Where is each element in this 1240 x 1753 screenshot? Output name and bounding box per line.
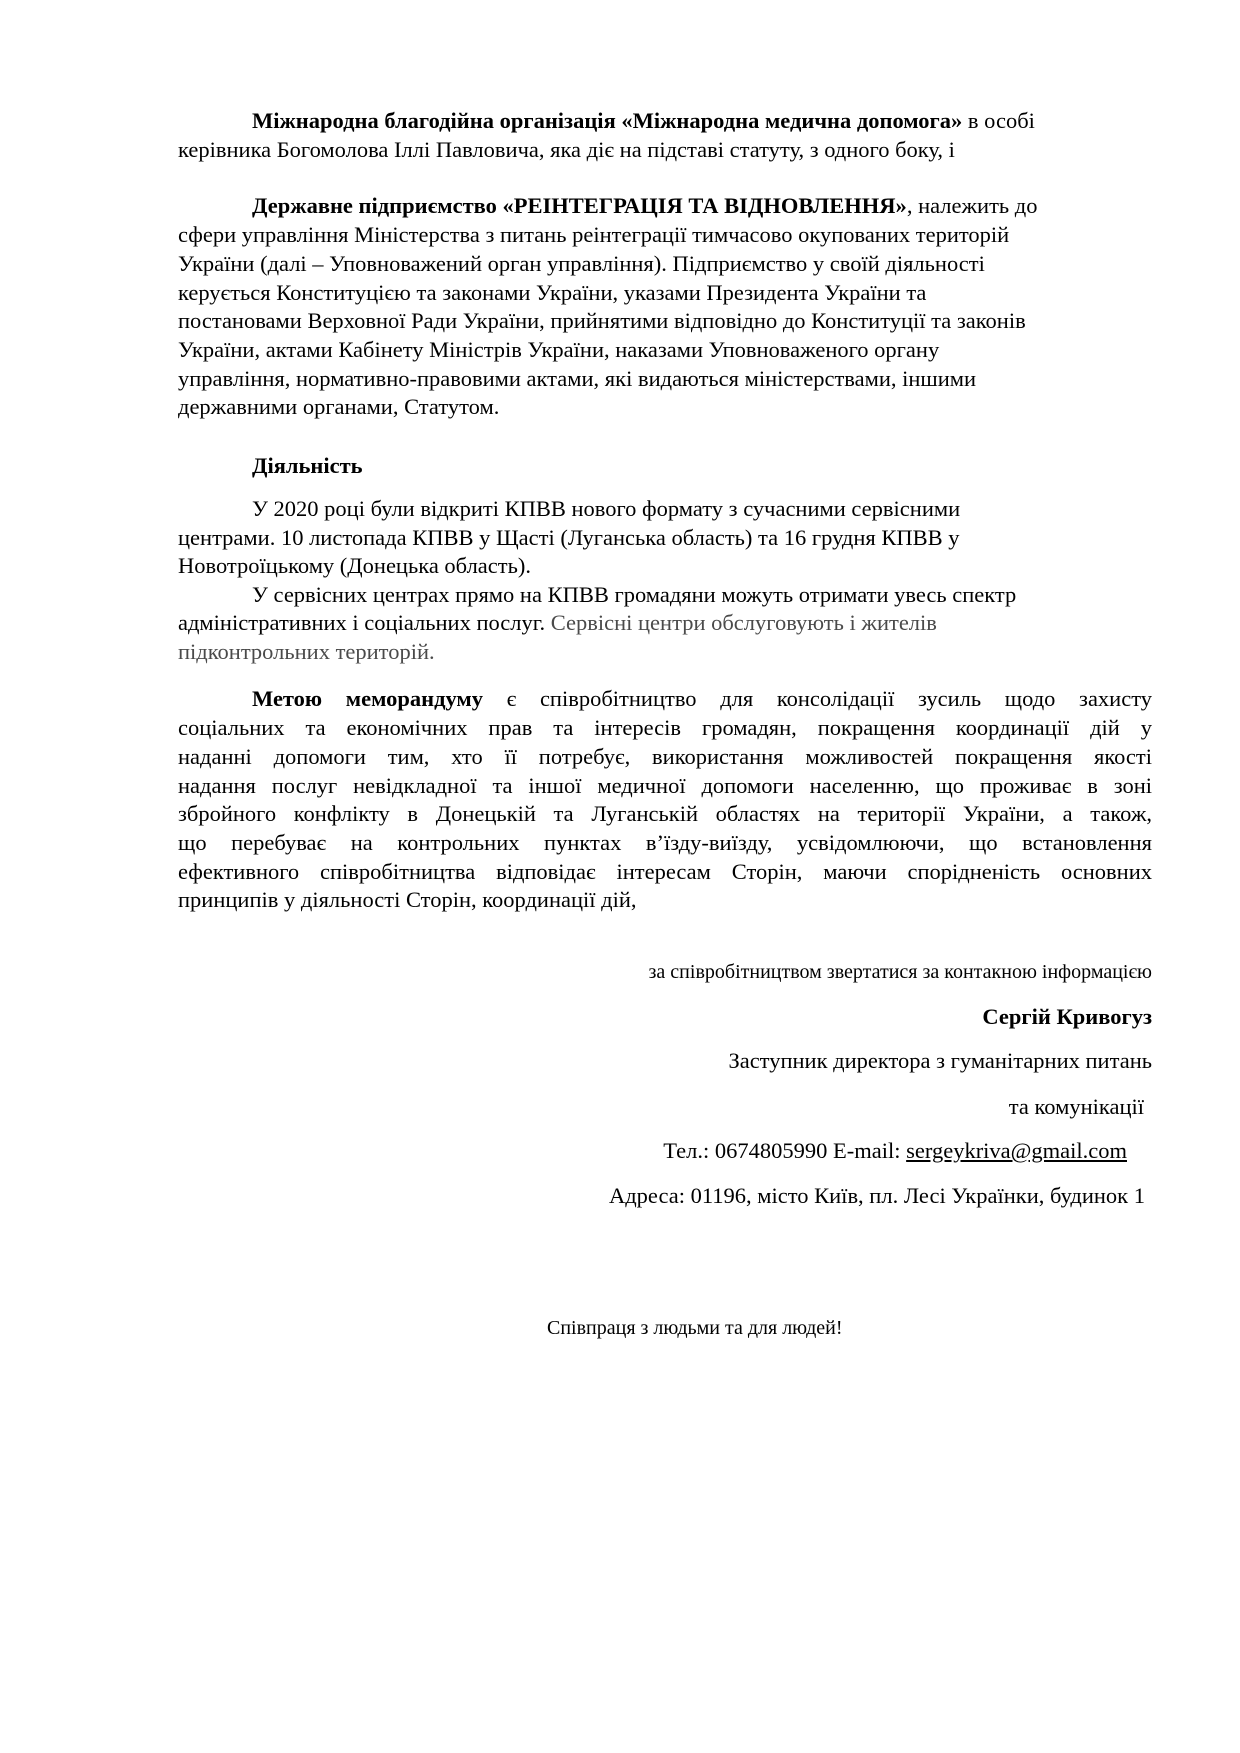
party1-line2: керівника Богомолова Іллі Павловича, яка діє на підставі статуту, з одного боку, і: [178, 137, 955, 162]
party2-line: України (далі – Уповноважений орган управління). Підприємство у своїй діяльності: [178, 251, 985, 276]
purpose-last-line: принципів у діяльності Сторін, координації дій,: [178, 887, 637, 912]
activity-p1-line: У 2020 році були відкриті КПВВ нового формату з сучасними сервісними: [252, 496, 961, 521]
party2-line: державними органами, Статутом.: [178, 394, 500, 419]
activity-heading-text: Діяльність: [252, 453, 363, 478]
party1-rest: в особі: [962, 108, 1035, 133]
activity-p1-line: центрами. 10 листопада КПВВ у Щасті (Луганська область) та 16 грудня КПВВ у: [178, 525, 960, 550]
party1-line1: [252, 107, 1035, 136]
party2-rest: , належить до: [906, 193, 1038, 218]
contact-name-text: Сергій Кривогуз: [982, 1004, 1152, 1029]
purpose-line: наданні допомоги тим, хто її потребує, використання можливостей покращення якості: [178, 744, 1152, 769]
purpose-line1: [252, 685, 1152, 714]
activity-p2-black: адміністративних і соціальних послуг.: [178, 610, 551, 635]
purpose-line: ефективного співробітництва відповідає інтересам Сторін, маючи спорідненість основних: [178, 859, 1152, 884]
activity-heading: [252, 452, 363, 481]
contact-address: Адреса: 01196, місто Київ, пл. Лесі Українки, будинок 1: [608, 1183, 1145, 1208]
purpose-line: що перебуває на контрольних пунктах в’їзду-виїзду, усвідомлюючи, що встановлення: [178, 830, 1152, 855]
contact-email-link[interactable]: sergeykriva@gmail.com: [906, 1138, 1127, 1163]
purpose-bold: Метою меморандуму: [252, 686, 483, 711]
activity-p2-grey: Сервісні центри обслуговують і жителів: [550, 610, 937, 635]
party1-name: Міжнародна благодійна організація «Міжнародна медична допомога»: [252, 108, 963, 133]
party2-line1: [252, 192, 1038, 221]
contact-phone-email: [663, 1137, 1127, 1166]
party2-line: управління, нормативно-правовими актами, які видаються міністерствами, іншими: [178, 366, 977, 391]
party2-name: Державне підприємство «РЕІНТЕГРАЦІЯ ТА ВІДНОВЛЕННЯ»: [252, 193, 907, 218]
purpose-line: соціальних та економічних прав та інтересів громадян, покращення координації дій у: [178, 715, 1152, 740]
contact-position-line1: Заступник директора з гуманітарних питань: [728, 1048, 1152, 1073]
party2-line: сфери управління Міністерства з питань реінтеграції тимчасово окупованих територій: [178, 222, 1010, 247]
contact-name: [982, 1003, 1152, 1032]
contact-intro: за співробітництвом звертатися за контакною інформацією: [648, 961, 1152, 983]
contact-phone: Тел.: 0674805990 E-mail:: [663, 1138, 907, 1163]
activity-p1-line: Новотроїцькому (Донецька область).: [178, 553, 531, 578]
purpose-line: надання послуг невідкладної та іншої медичної допомоги населенню, що проживає в зоні: [178, 773, 1152, 798]
contact-position-line2: та комунікації: [1008, 1094, 1144, 1119]
activity-p2-line1: У сервісних центрах прямо на КПВВ громадяни можуть отримати увесь спектр: [252, 582, 1017, 607]
activity-p2-line2: [178, 609, 937, 638]
purpose-first-rest: є співробітництво для консолідації зусиль щодо захисту: [483, 686, 1152, 711]
activity-p2-line3: підконтрольних територій.: [178, 639, 435, 664]
party2-line: постановами Верховної Ради України, прийнятими відповідно до Конституції та законів: [178, 308, 1026, 333]
purpose-line: збройного конфлікту в Донецькій та Луганській областях на території України, а також,: [178, 801, 1152, 826]
party2-line: України, актами Кабінету Міністрів України, наказами Уповноваженого органу: [178, 337, 940, 362]
closing-slogan: Співпраця з людьми та для людей!: [547, 1317, 843, 1339]
party2-line: керується Конституцією та законами України, указами Президента України та: [178, 280, 927, 305]
